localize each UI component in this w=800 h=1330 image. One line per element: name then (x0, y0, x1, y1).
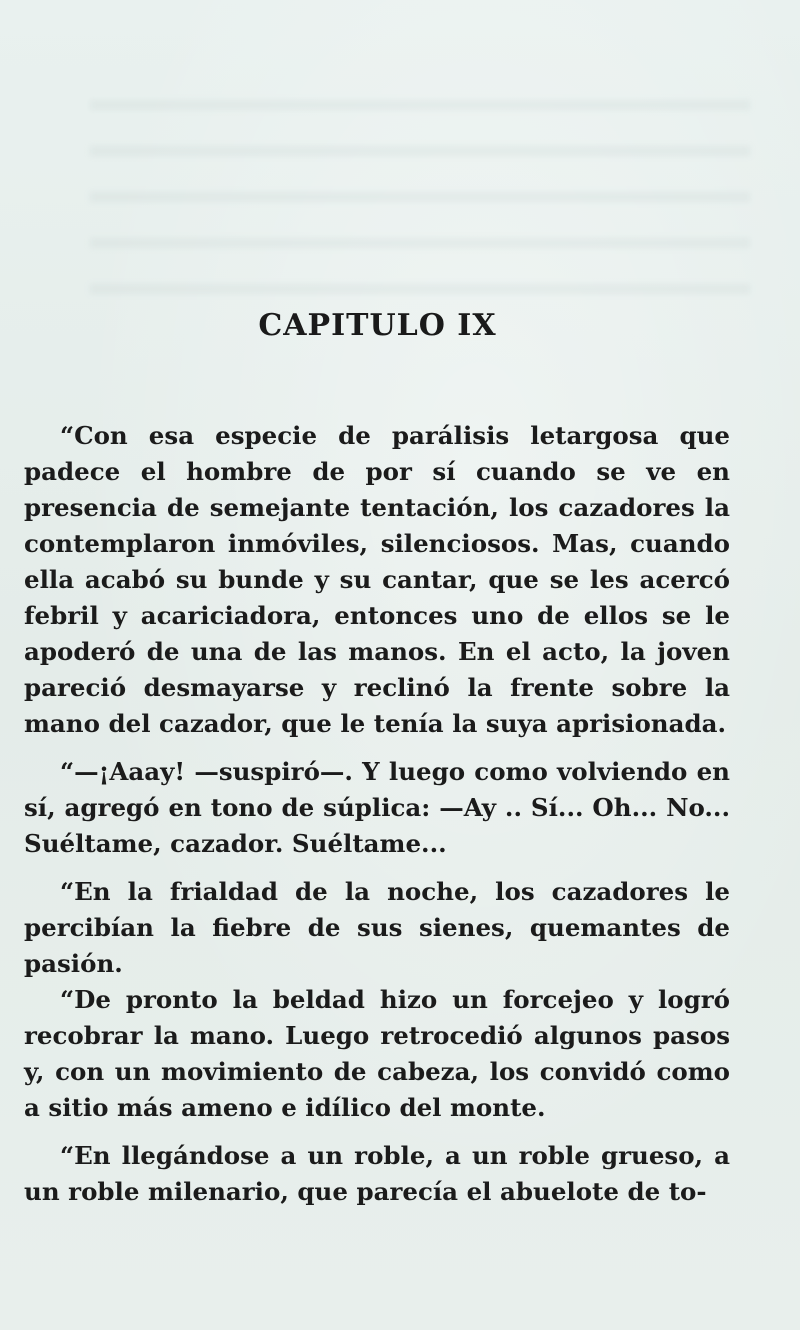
body-text (24, 418, 730, 1222)
paragraph-2: “—¡Aaay! —suspiró—. Y luego como volviendo en sí, agregó en tono de súplica: —Ay .. Sí... Oh... No... Suéltame, cazador. Suéltame... (24, 757, 730, 858)
bleed-through-text (90, 100, 750, 300)
paragraph-5: “En llegándose a un roble, a un roble grueso, a un roble milenario, que parecía el abuelote de to- (24, 1141, 730, 1206)
paragraph-4: “De pronto la beldad hizo un forcejeo y logró recobrar la mano. Luego retrocedió algunos pasos y, con un movimiento de cabeza, los convidó como a sitio más ameno e idílico del monte. (24, 985, 730, 1122)
paragraph-3: “En la frialdad de la noche, los cazadores le percibían la fiebre de sus sienes, quemantes de pasión. (24, 877, 730, 978)
paragraph-1: “Con esa especie de parálisis letargosa que padece el hombre de por sí cuando se ve en presencia de semejante tentación, los cazadores la contemplaron inmóviles, silenciosos. Mas, cuando ella acabó su bunde y su cantar, que se les acercó febril y acariciadora, entonces uno de ellos se le apoderó de una de las manos. En el acto, la joven pareció desmayarse y reclinó la frente sobre la mano del cazador, que le tenía la suya aprisionada. (24, 421, 730, 738)
chapter-title: CAPITULO IX (258, 308, 497, 343)
